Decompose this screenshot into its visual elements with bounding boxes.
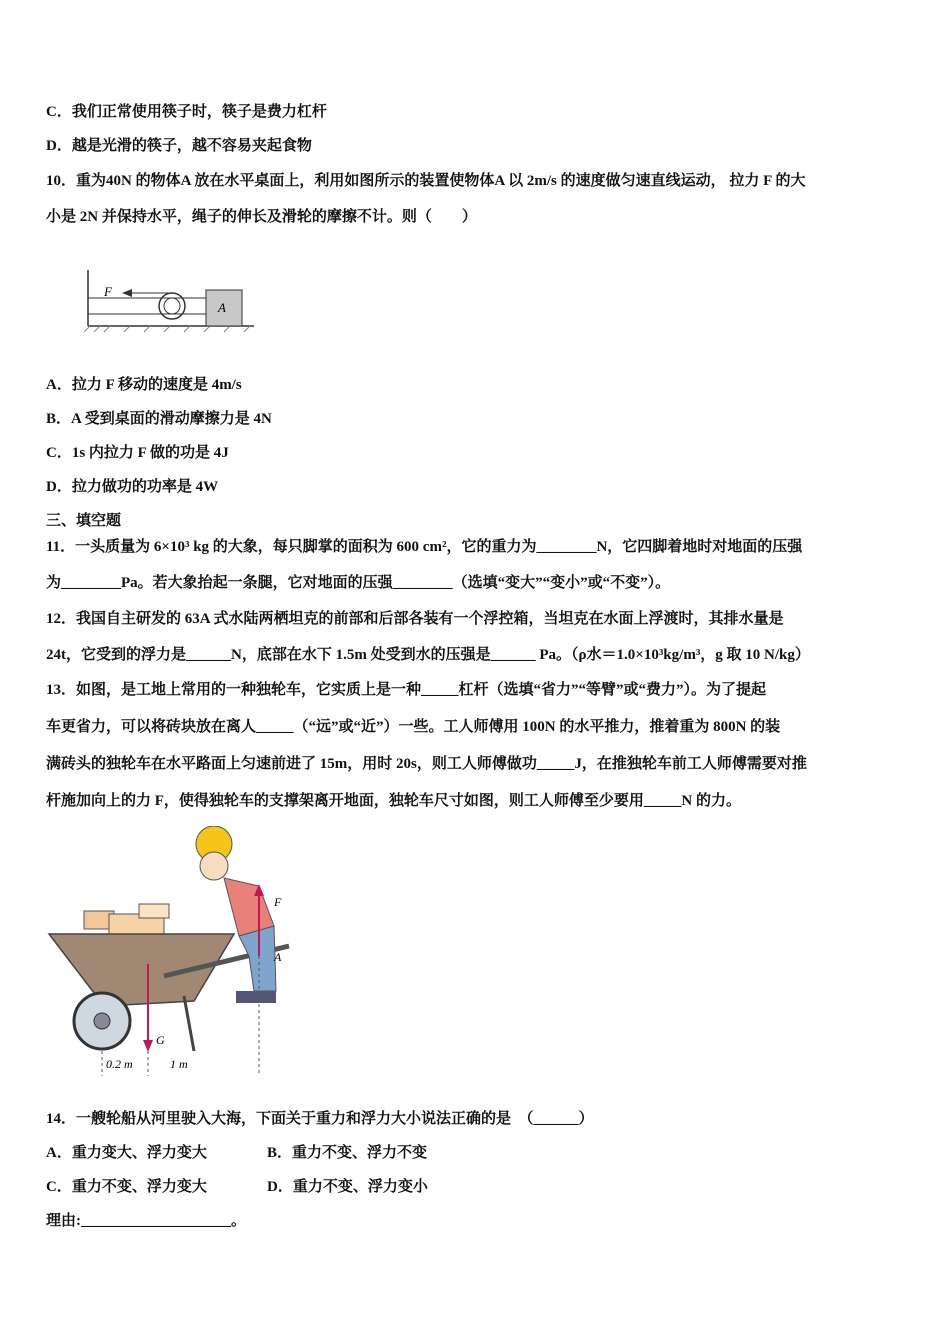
q14-option-a: A．重力变大、浮力变大 — [46, 1145, 207, 1161]
section-heading: 三、填空题 — [46, 513, 122, 529]
pulley-label-f: F — [104, 284, 112, 299]
q12-line2: 24t，它受到的浮力是______N，底部在水下 1.5m 处受到水的压强是______ Pa。（ρ水＝1.0×10³kg/m³，g 取 10 N/kg） — [46, 647, 810, 663]
q11-line1: 11．一头质量为 6×10³ kg 的大象，每只脚掌的面积为 600 cm²，它的重力为________N，它四脚着地时对地面的压强 — [46, 539, 803, 555]
q14-option-b: B．重力不变、浮力不变 — [267, 1145, 428, 1161]
q13-line2: 车更省力，可以将砖块放在离人_____（“远”或“近”）一些。工人师傅用 100N 的水平推力，推着重为 800N 的装 — [46, 719, 781, 735]
q10-option-a: A．拉力 F 移动的速度是 4m/s — [46, 377, 242, 393]
wb-label-a: A — [274, 950, 282, 964]
q11-line2: 为________Pa。若大象抬起一条腿，它对地面的压强________（选填“变大”“变小”或“不变”）。 — [46, 575, 671, 591]
q10-option-d: D．拉力做功的功率是 4W — [46, 479, 219, 495]
q10-stem-line1: 10．重为40N 的物体A 放在水平桌面上，利用如图所示的装置使物体A 以 2m/s 的速度做匀速直线运动， 拉力 F 的大 — [46, 173, 806, 189]
q14-option-c: C．重力不变、浮力变大 — [46, 1179, 207, 1195]
q10-stem-line2: 小是 2N 并保持水平，绳子的伸长及滑轮的摩擦不计。则（ ） — [46, 209, 477, 225]
q14-stem: 14．一艘轮船从河里驶入大海，下面关于重力和浮力大小说法正确的是 （______） — [46, 1111, 594, 1127]
pulley-figure — [84, 268, 259, 338]
q13-line1: 13．如图，是工地上常用的一种独轮车，它实质上是一种_____杠杆（选填“省力”“等臂”或“费力”）。为了提起 — [46, 682, 767, 698]
pulley-label-a: A — [218, 300, 226, 315]
wb-label-f: F — [274, 895, 282, 909]
q9-option-d: D．越是光滑的筷子，越不容易夹起食物 — [46, 138, 312, 154]
q14-option-d: D．重力不变、浮力变小 — [267, 1179, 428, 1195]
wb-label-g: G — [156, 1033, 165, 1047]
q9-option-c: C．我们正常使用筷子时，筷子是费力杠杆 — [46, 104, 327, 120]
q12-line1: 12．我国自主研发的 63A 式水陆两栖坦克的前部和后部各装有一个浮控箱，当坦克在水面上浮渡时，其排水量是 — [46, 611, 784, 627]
q10-option-c: C．1s 内拉力 F 做的功是 4J — [46, 445, 229, 461]
q13-line3: 满砖头的独轮车在水平路面上匀速前进了 15m，用时 20s，则工人师傅做功_____J，在推独轮车前工人师傅需要对推 — [46, 756, 807, 772]
q14-reason: 理由:____________________。 — [46, 1213, 246, 1229]
q13-line4: 杆施加向上的力 F，使得独轮车的支撑架离开地面，独轮车尺寸如图，则工人师傅至少要用_____N 的力。 — [46, 793, 741, 809]
wb-dim-0-2m: 0.2 m — [106, 1057, 133, 1071]
wheelbarrow-figure — [44, 826, 304, 1081]
q10-option-b: B．A 受到桌面的滑动摩擦力是 4N — [46, 411, 272, 427]
wb-dim-1m: 1 m — [170, 1057, 188, 1071]
